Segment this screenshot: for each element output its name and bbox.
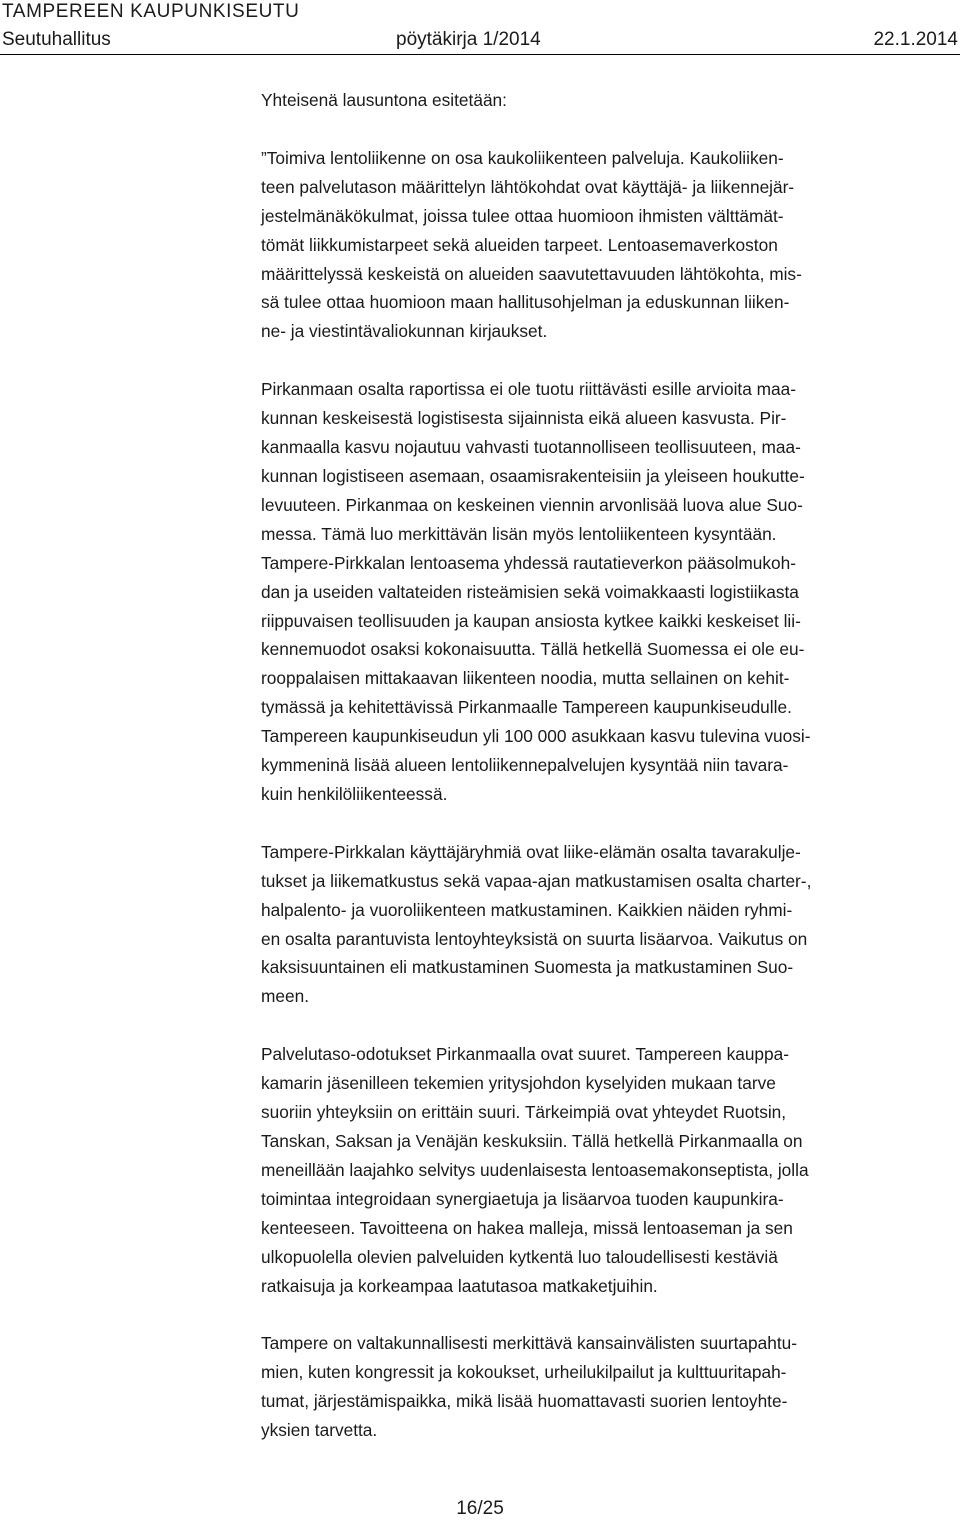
text-line: tumat, järjestämispaikka, mikä lisää huomattavasti suorien lentoyhte- — [261, 1391, 788, 1412]
page-number: 16/25 — [456, 1498, 504, 1519]
text-line: Tampere on valtakunnallisesti merkittävä kansainvälisten suurtapahtu- — [261, 1333, 797, 1354]
text-line: en osalta parantuvista lentoyhteyksistä on suurta lisäarvoa. Vaikutus on — [261, 928, 808, 949]
text-line: kunnan logistiseen asemaan, osaamisrakenteisiin ja yleiseen houkutte- — [261, 465, 805, 486]
text-line: sä tulee ottaa huomioon maan hallitusohjelman ja eduskunnan liiken- — [261, 292, 790, 313]
text-line: suoriin yhteyksiin on erittäin suuri. Tärkeimpiä ovat yhteydet Ruotsin, — [261, 1102, 787, 1123]
text-line: kenteeseen. Tavoitteena on hakea malleja, missä lentoaseman ja sen — [261, 1217, 793, 1238]
text-line: Tanskan, Saksan ja Venäjän keskuksiin. Tällä hetkellä Pirkanmaalla on — [261, 1131, 803, 1151]
text-line: meneillään laajahko selvitys uudenlaisesta lentoasemakonseptista, jolla — [261, 1159, 809, 1180]
text-line: kaksisuuntainen eli matkustaminen Suomesta ja matkustaminen Suo- — [261, 957, 794, 978]
text-line: Pirkanmaan osalta raportissa ei ole tuotu riittävästi esille arvioita maa- — [261, 379, 797, 400]
header-divider — [0, 54, 960, 55]
text-line: Tampereen kaupunkiseudun yli 100 000 asukkaan kasvu tulevina vuosi- — [261, 726, 811, 747]
document-header — [0, 0, 960, 58]
text-line: kuin henkilöliikenteessä. — [261, 783, 448, 804]
document-type: pöytäkirja 1/2014 — [396, 29, 541, 50]
paragraph-4 — [261, 1040, 955, 1300]
text-line: tukset ja liikematkustus sekä vapaa-ajan matkustamisen osalta charter-, — [261, 870, 812, 891]
text-line: ”Toimiva lentoliikenne on osa kaukoliikenteen palveluja. Kaukoliiken- — [261, 147, 784, 168]
text-line: Tampere-Pirkkalan lentoasema yhdessä rautatieverkon pääsolmukoh- — [261, 552, 797, 573]
text-line: halpalento- ja vuoroliikenteen matkustaminen. Kaikkien näiden ryhmi- — [261, 899, 793, 920]
text-line: kunnan keskeisestä logistisesta sijainnista eikä alueen kasvusta. Pir- — [261, 408, 787, 429]
text-line: meen. — [261, 986, 310, 1007]
text-line: levuuteen. Pirkanmaa on keskeinen viennin arvonlisää luova alue Suo- — [261, 494, 803, 515]
text-line: tömät liikkumistarpeet sekä alueiden tarpeet. Lentoasemaverkoston — [261, 234, 778, 255]
text-line: ne- ja viestintävaliokunnan kirjaukset. — [261, 321, 548, 342]
text-line: tymässä ja kehitettävissä Pirkanmaalle Tampereen kaupunkiseudulle. — [261, 697, 792, 718]
text-line: Tampere-Pirkkalan käyttäjäryhmiä ovat liike-elämän osalta tavarakulje- — [261, 841, 801, 862]
text-line: ulkopuolella olevien palveluiden kytkentä luo taloudellisesti kestäviä — [261, 1246, 778, 1267]
text-line: määrittelyssä keskeistä on alueiden saavutettavuuden lähtökohta, mis- — [261, 263, 802, 284]
paragraph-2 — [261, 375, 955, 809]
document-body — [261, 86, 955, 1445]
text-line: mien, kuten kongressit ja kokoukset, urheilukilpailut ja kulttuuritapah- — [261, 1362, 787, 1383]
text-line: dan ja useiden valtateiden risteämisien sekä voimakkaasti logistiikasta — [261, 581, 799, 602]
text-line: kennemuodot osaksi kokonaisuutta. Tällä hetkellä Suomessa ei ole eu- — [261, 639, 805, 660]
text-line: messa. Tämä luo merkittävän lisän myös lentoliikenteen kysyntään. — [261, 523, 777, 544]
text-line: Palvelutaso-odotukset Pirkanmaalla ovat suuret. Tampereen kauppa- — [261, 1044, 790, 1065]
text-line: kanmaalla kasvu nojautuu vahvasti tuotannolliseen teollisuuteen, maa- — [261, 437, 801, 458]
text-line: rooppalaisen mittakaavan liikenteen noodia, mutta sellainen on kehit- — [261, 668, 790, 689]
paragraph-5 — [261, 1329, 955, 1445]
text-line: kamarin jäsenilleen tekemien yritysjohdon kyselyiden mukaan tarve — [261, 1073, 776, 1094]
text-line: ratkaisuja ja korkeampaa laatutasoa matkaketjuihin. — [261, 1275, 658, 1296]
text-line: yksien tarvetta. — [261, 1420, 378, 1441]
unit-name: Seutuhallitus — [2, 29, 111, 50]
organization-name: TAMPEREEN KAUPUNKISEUTU — [2, 1, 300, 22]
text-line: toimintaa integroidaan synergiaetuja ja lisäarvoa tuoden kaupunkira- — [261, 1188, 784, 1209]
header-meta-row — [0, 28, 960, 54]
text-line: teen palvelutason määrittelyn lähtökohdat ovat käyttäjä- ja liikennejär- — [261, 176, 795, 197]
document-date: 22.1.2014 — [873, 29, 958, 50]
text-line: riippuvaisen teollisuuden ja kaupan ansiosta kytkee kaikki keskeiset lii- — [261, 610, 801, 631]
paragraph-1 — [261, 144, 955, 346]
text-line: kymmeninä lisää alueen lentoliikennepalvelujen kysyntää niin tavara- — [261, 755, 789, 776]
text-line: jestelmänäkökulmat, joissa tulee ottaa huomioon ihmisten välttämät- — [261, 205, 784, 226]
paragraph-3 — [261, 838, 955, 1011]
intro-line: Yhteisenä lausuntona esitetään: — [261, 90, 507, 110]
